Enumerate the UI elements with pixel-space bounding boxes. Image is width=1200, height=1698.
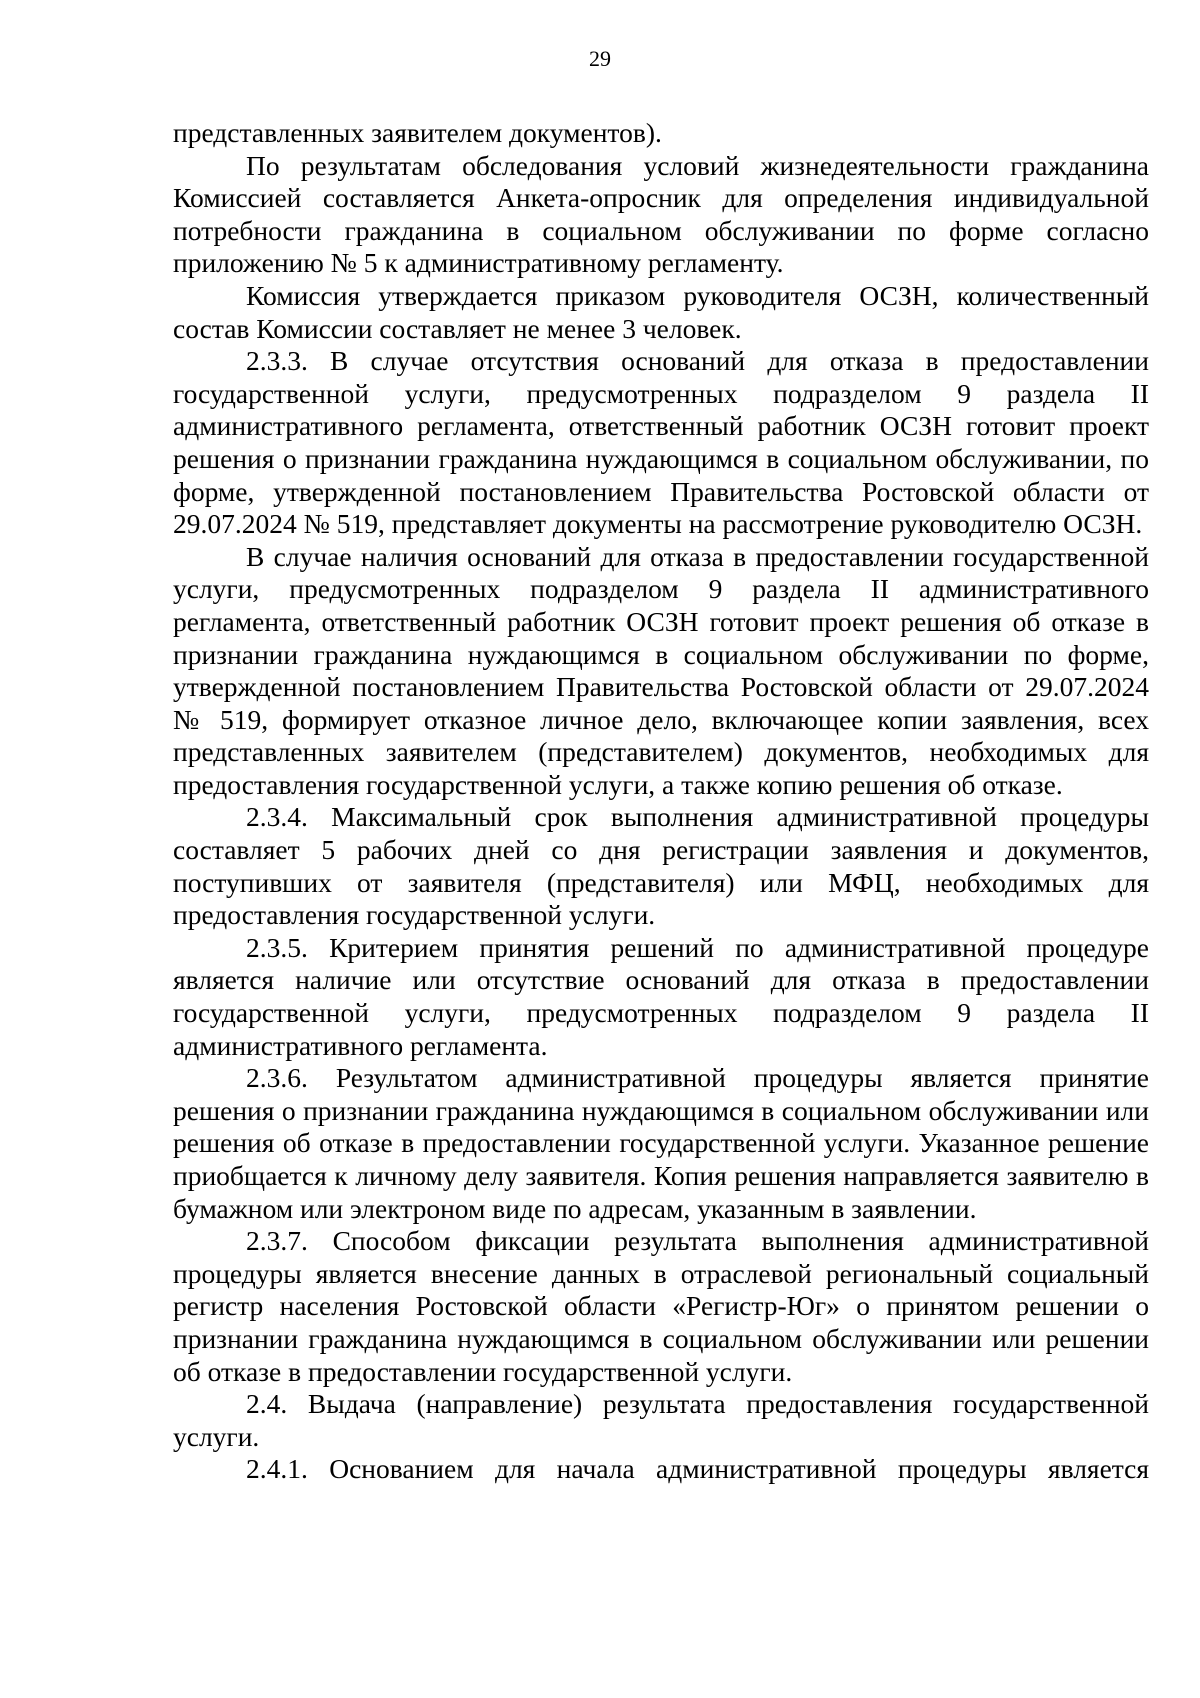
paragraph-continuation: представленных заявителем документов).	[173, 117, 662, 148]
paragraph-2-4-1: 2.4.1. Основанием для начала административной процедуры является	[246, 1453, 1149, 1485]
paragraph-2-4: 2.4. Выдача (направление) результата предоставления государственной услуги.	[173, 1388, 1149, 1452]
paragraph-commission: Комиссия утверждается приказом руководителя ОСЗН, количественный состав Комиссии составляет не менее 3 человек.	[173, 279, 1149, 344]
document-body	[173, 117, 1149, 1486]
paragraph-refusal-case: В случае наличия оснований для отказа в предоставлении государственной услуги, предусмотренных подразделом 9 раздела II административного регламента, ответственный работник ОСЗН готовит проект решения об отказе в признании гражданина нуждающимся в социальном обслуживании по форме, утвержденной постановлением Правительства Ростовской области от 29.07.2024 № 519, формирует отказное личное дело, включающее копии заявления, всех представленных заявителем (представителем) документов, необходимых для предоставления государственной услуги, а также копию решения об отказе.	[173, 540, 1149, 800]
page-number: 29	[589, 46, 611, 71]
paragraph-2-3-3: 2.3.3. В случае отсутствия оснований для отказа в предоставлении государственной услуги, предусмотренных подразделом 9 раздела II административного регламента, ответственный работник ОСЗН готовит проект решения о признании гражданина нуждающимся в социальном обслуживании, по форме, утвержденной постановлением Правительства Ростовской области от 29.07.2024 № 519, представляет документы на рассмотрение руководителю ОСЗН.	[173, 345, 1149, 540]
paragraph-2-3-7: 2.3.7. Способом фиксации результата выполнения административной процедуры является внесение данных в отраслевой региональный социальный регистр населения Ростовской области «Регистр-Юг» о принятом решении о признании гражданина нуждающимся в социальном обслуживании или решении об отказе в предоставлении государственной услуги.	[173, 1225, 1149, 1387]
paragraph-2-3-6: 2.3.6. Результатом административной процедуры является принятие решения о признании гражданина нуждающимся в социальном обслуживании или решения об отказе в предоставлении государственной услуги. Указанное решение приобщается к личному делу заявителя. Копия решения направляется заявителю в бумажном или электроном виде по адресам, указанным в заявлении.	[173, 1062, 1149, 1224]
paragraph-2-3-4: 2.3.4. Максимальный срок выполнения административной процедуры составляет 5 рабочих дней со дня регистрации заявления и документов, поступивших от заявителя (представителя) или МФЦ, необходимых для предоставления государственной услуги.	[173, 801, 1149, 931]
paragraph-survey-results: По результатам обследования условий жизнедеятельности гражданина Комиссией составляется Анкета-опросник для определения индивидуальной потребности гражданина в социальном обслуживании по форме согласно приложению № 5 к административному регламенту.	[173, 149, 1149, 279]
paragraph-2-3-5: 2.3.5. Критерием принятия решений по административной процедуре является наличие или отсутствие оснований для отказа в предоставлении государственной услуги, предусмотренных подразделом 9 раздела II административного регламента.	[173, 931, 1149, 1061]
